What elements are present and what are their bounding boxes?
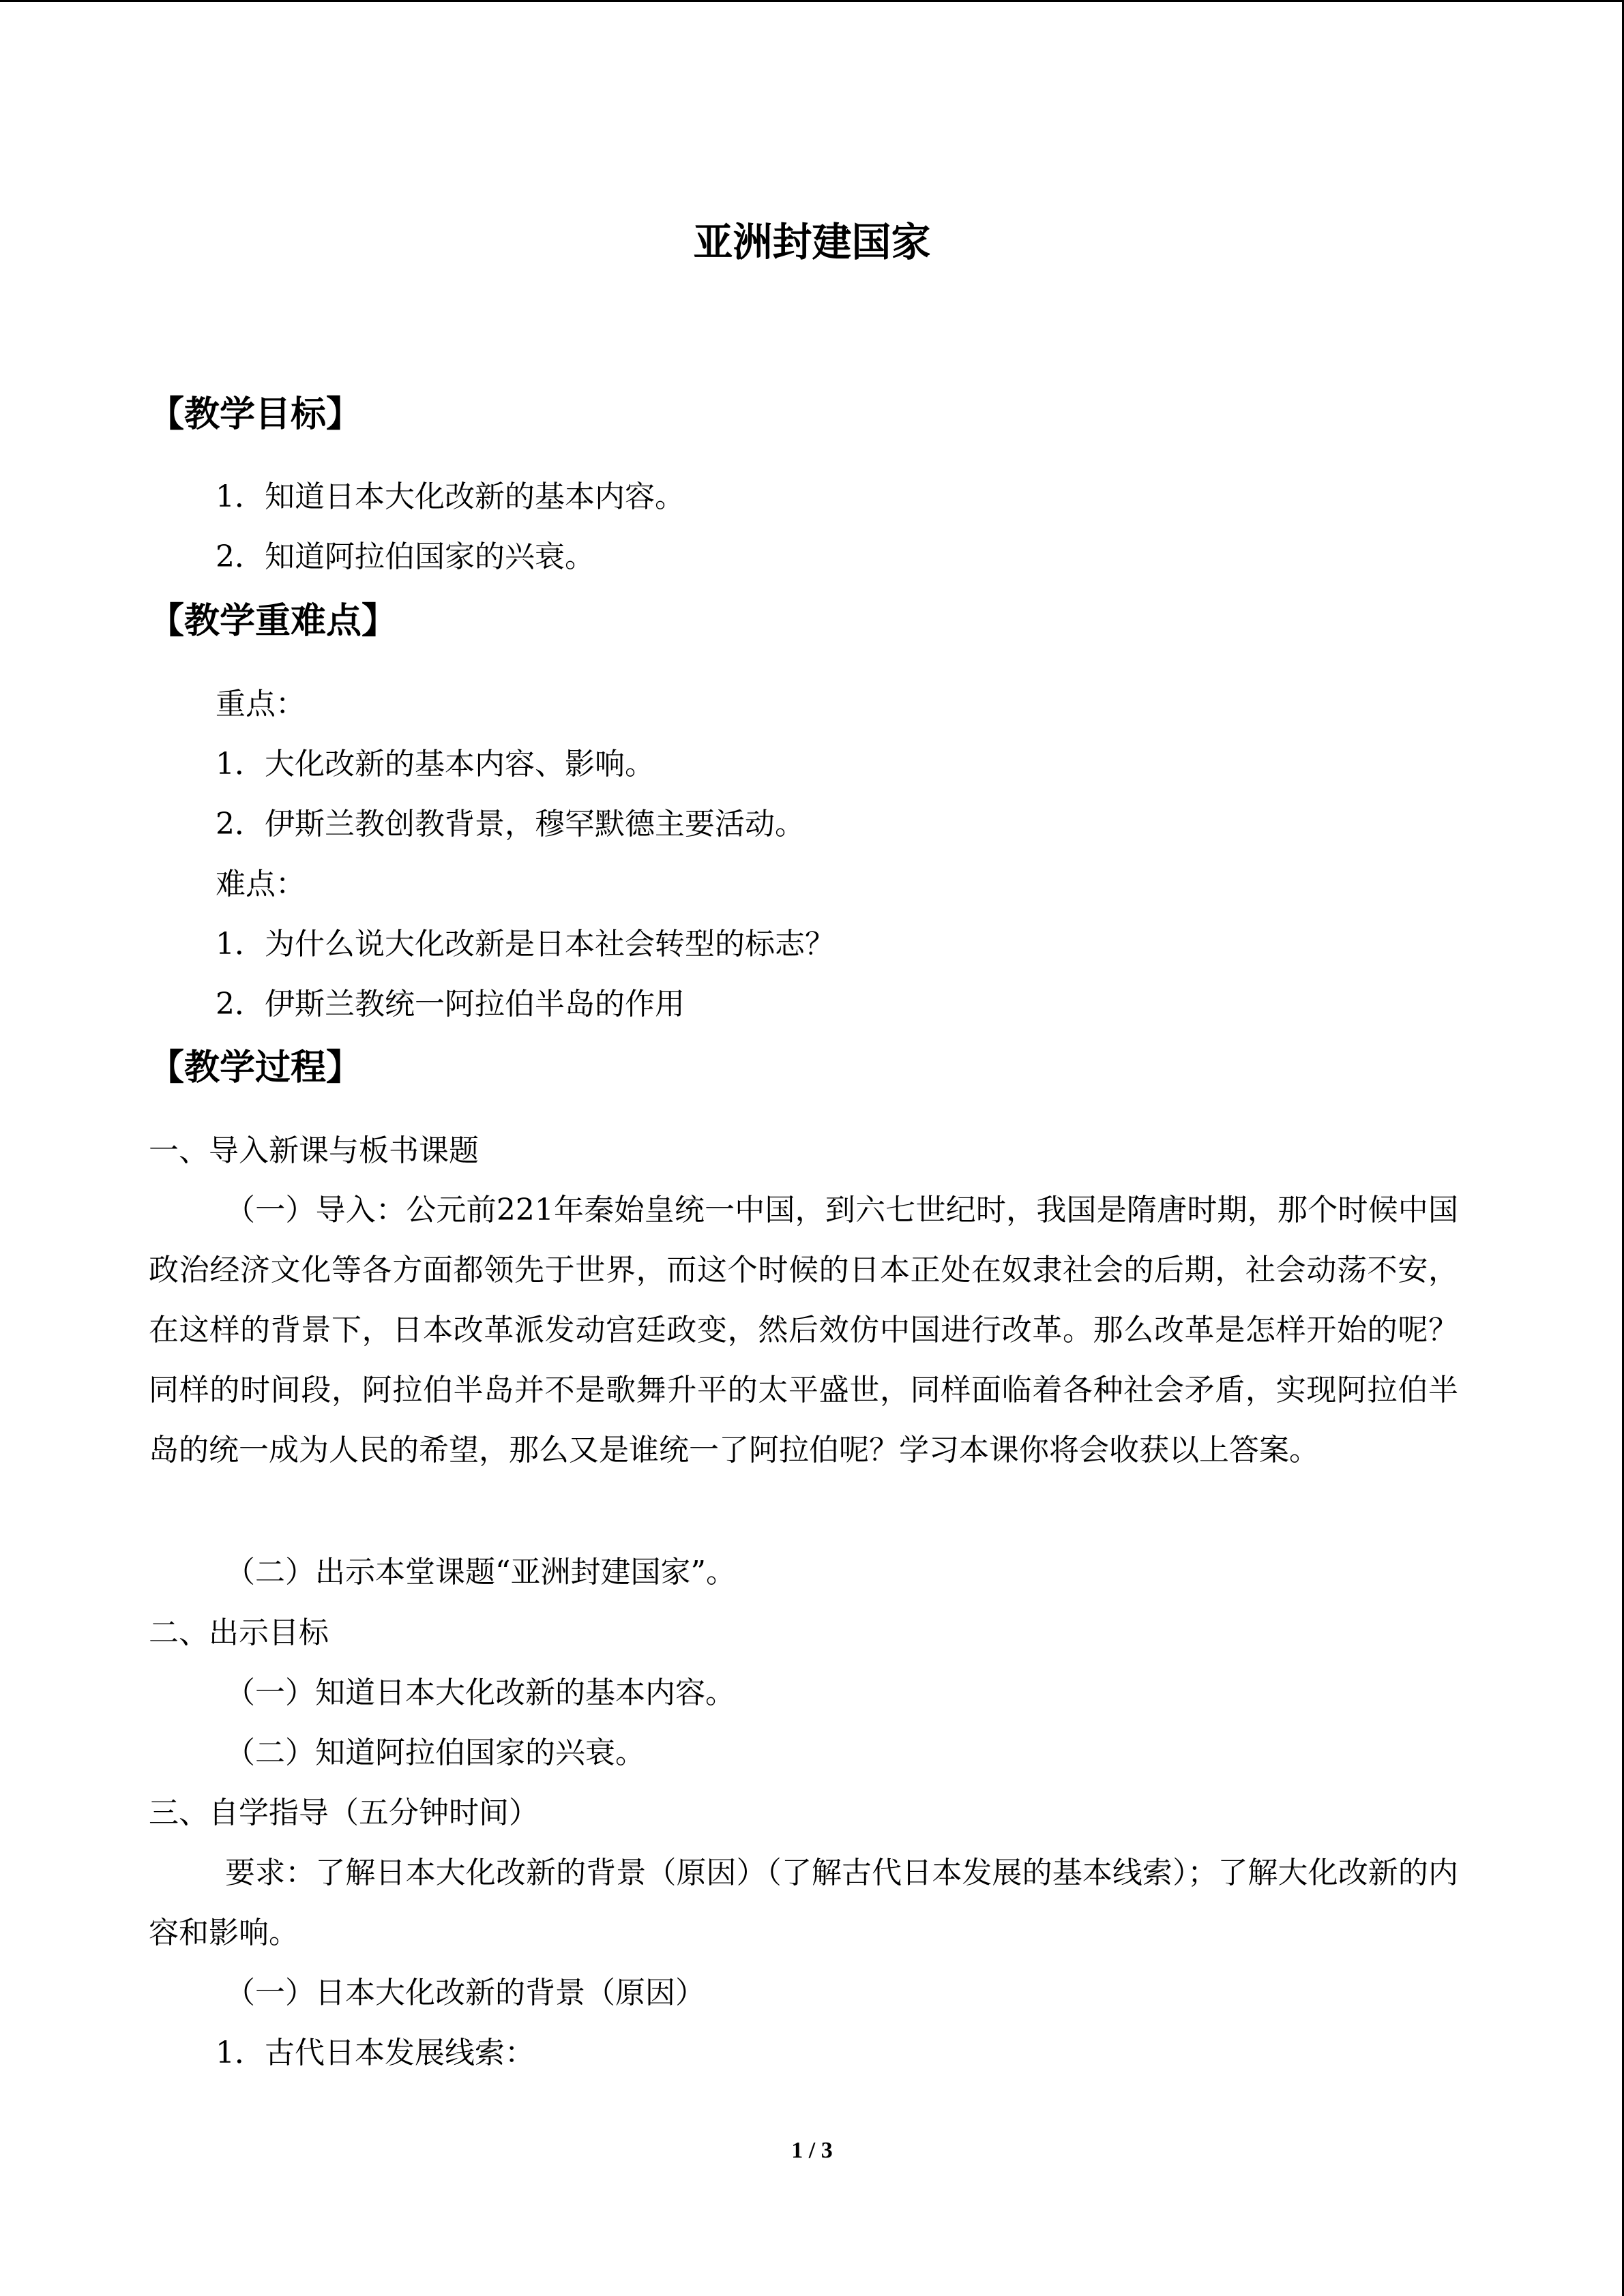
difficult-label: 难点： bbox=[216, 867, 306, 901]
key-item: 1．大化改新的基本内容、影响。 bbox=[216, 747, 655, 781]
process-item: （二）知道阿拉伯国家的兴衰。 bbox=[225, 1735, 645, 1770]
process-subheading: （一）日本大化改新的背景（原因） bbox=[225, 1976, 705, 2010]
process-intro-paragraph: （一）导入：公元前221年秦始皇统一中国，到六七世纪时，我国是隋唐时期，那个时候中国政治经济文化等各方面都领先于世界，而这个时候的日本正处在奴隶社会的后期，社会动荡不安，在这样的背景下，日本改革派发动宫廷政变，然后效仿中国进行改革。那么改革是怎样开始的呢？同样的时间段，阿拉伯半岛并不是歌舞升平的太平盛世，同样面临着各种社会矛盾，实现阿拉伯半岛的统一成为人民的希望，那么又是谁统一了阿拉伯呢？学习本课你将会收获以上答案。 bbox=[149, 1193, 1458, 1467]
process-part-title: 三、自学指导（五分钟时间） bbox=[149, 1795, 539, 1830]
key-item: 2．伊斯兰教创教背景，穆罕默德主要活动。 bbox=[216, 807, 805, 841]
process-part-title: 二、出示目标 bbox=[149, 1615, 329, 1650]
difficult-item: 1．为什么说大化改新是日本社会转型的标志？ bbox=[216, 927, 835, 961]
objective-item: 2．知道阿拉伯国家的兴衰。 bbox=[216, 539, 595, 574]
section-heading-process: 【教学过程】 bbox=[149, 1047, 362, 1088]
section-heading-key-points: 【教学重难点】 bbox=[149, 601, 398, 642]
difficult-item: 2．伊斯兰教统一阿拉伯半岛的作用 bbox=[216, 987, 685, 1022]
objective-item: 1．知道日本大化改新的基本内容。 bbox=[216, 479, 685, 514]
key-label: 重点： bbox=[216, 687, 306, 721]
process-requirement-paragraph: 要求：了解日本大化改新的背景（原因）（了解古代日本发展的基本线索）；了解大化改新的内容和影响。 bbox=[149, 1855, 1458, 1950]
process-item: （二）出示本堂课题“亚洲封建国家”。 bbox=[225, 1555, 736, 1590]
page-number: 1 / 3 bbox=[791, 2138, 833, 2163]
section-heading-objectives: 【教学目标】 bbox=[149, 394, 362, 435]
process-part-title: 一、导入新课与板书课题 bbox=[149, 1133, 479, 1168]
process-item: （一）知道日本大化改新的基本内容。 bbox=[225, 1675, 735, 1710]
page-title: 亚洲封建国家 bbox=[693, 219, 931, 265]
process-sub-item: 1．古代日本发展线索： bbox=[216, 2036, 535, 2070]
